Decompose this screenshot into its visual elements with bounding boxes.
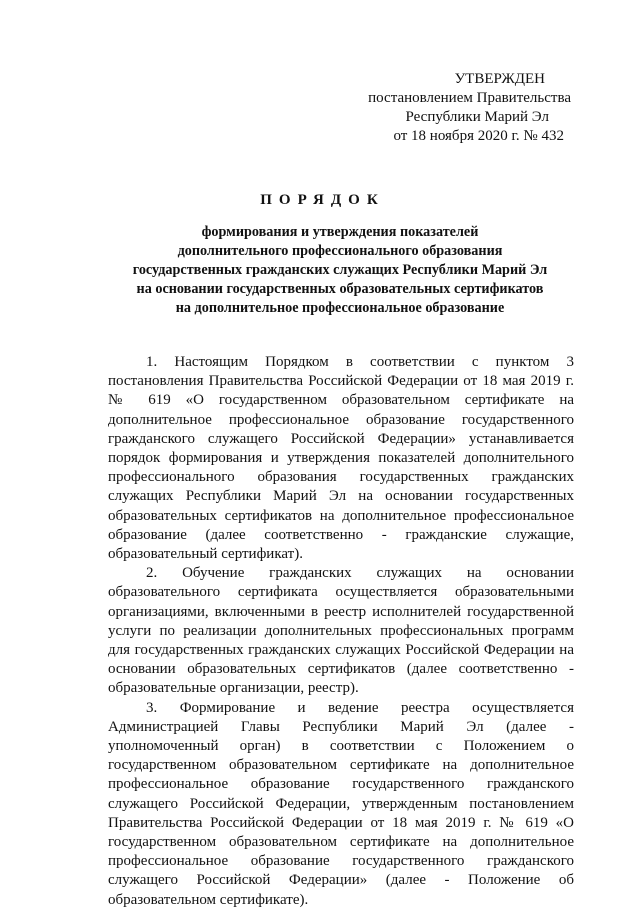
document-title: ПОРЯДОК <box>260 192 385 208</box>
subtitle-line: на дополнительное профессиональное образование <box>175 300 505 316</box>
approval-line-1: постановлением Правительства <box>368 90 571 106</box>
document-body <box>108 353 574 910</box>
approval-title: УТВЕРЖДЕН <box>454 71 545 87</box>
paragraph-2: 2. Обучение гражданских служащих на основании образовательного сертификата осуществляется образовательными организациями, включенными в реестр исполнителей государственной услуги по реализации дополнительных профессиональных программ для государственных гражданских служащих Российской Федерации на основании образовательных сертификатов (далее соответственно - образовательные организации, реестр). <box>108 565 574 697</box>
approval-line-2: Республики Марий Эл <box>405 109 549 125</box>
approval-stamp <box>271 70 571 146</box>
document-subtitle <box>100 223 580 318</box>
paragraph-1: 1. Настоящим Порядком в соответствии с пунктом 3 постановления Правительства Российской Федерации от 18 мая 2019 г. № 619 «О государственном образовательном сертификате на дополнительное профессиональное образование государственного гражданского служащего Российской Федерации» устанавливается порядок формирования и утверждения показателей дополнительного профессионального образования государственных гражданских служащих Республики Марий Эл на основании государственных образовательных сертификатов на дополнительное профессиональное образование (далее соответственно - гражданские служащие, образовательный сертификат). <box>108 354 574 563</box>
subtitle-line: на основании государственных образовательных сертификатов <box>136 281 544 297</box>
subtitle-line: формирования и утверждения показателей <box>201 224 479 240</box>
subtitle-line: дополнительного профессионального образования <box>177 243 503 259</box>
paragraph-3: 3. Формирование и ведение реестра осуществляется Администрацией Главы Республики Марий Эл (далее - уполномоченный орган) в соответствии с Положением о государственном образовательном сертификате на дополнительное профессиональное образование государственного гражданского служащего Российской Федерации, утвержденным постановлением Правительства Российской Федерации от 18 мая 2019 г. № 619 «О государственном образовательном сертификате на дополнительное профессиональное образование государственного гражданского служащего Российской Федерации» (далее - Положение об образовательном сертификате). <box>108 699 574 908</box>
approval-date: от 18 ноября 2020 г. № 432 <box>393 128 564 144</box>
subtitle-line: государственных гражданских служащих Республики Марий Эл <box>132 262 548 278</box>
